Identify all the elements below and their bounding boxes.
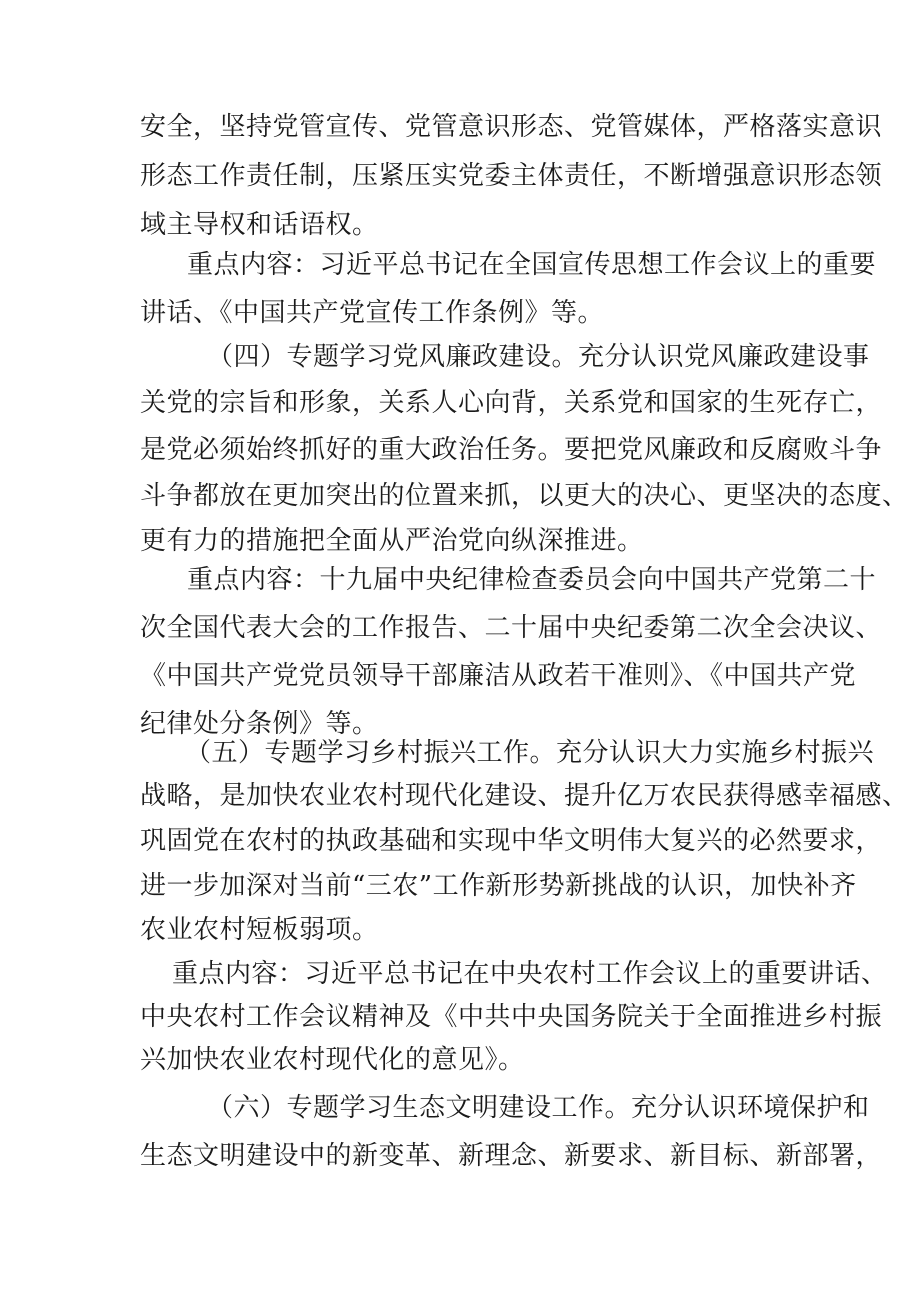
key-content-line: 《中国共产党党员领导干部廉洁从政若干准则》、《中国共产党 xyxy=(140,661,857,691)
key-content-line: 中央农村工作会议精神及《中共中央国务院关于全面推进乡村振 xyxy=(140,1002,883,1032)
paragraph-line: 生态文明建设中的新变革、新理念、新要求、新目标、新部署， xyxy=(140,1141,883,1171)
paragraph-line: 进一步加深对当前“三农”工作新形势新挑战的认识，加快补齐 xyxy=(140,871,857,901)
paragraph-line: 更有力的措施把全面从严治党向纵深推进。 xyxy=(140,526,644,556)
paragraph-line: 农业农村短板弱项。 xyxy=(140,915,379,945)
key-content-line: 讲话、《中国共产党宣传工作条例》等。 xyxy=(140,298,605,328)
key-content-line: 兴加快农业农村现代化的意见》。 xyxy=(140,1045,525,1075)
section-heading-4: （四）专题学习党风廉政建设。充分认识党风廉政建设事 xyxy=(207,342,870,372)
paragraph-line: 安全，坚持党管宣传、党管意识形态、党管媒体，严格落实意识 xyxy=(140,112,883,142)
section-heading-6: （六）专题学习生态文明建设工作。充分认识环境保护和 xyxy=(207,1093,870,1123)
key-content-line: 重点内容：习近平总书记在中央农村工作会议上的重要讲话、 xyxy=(172,959,888,989)
paragraph-line: 战略，是加快农业农村现代化建设、提升亿万农民获得感幸福感、 xyxy=(140,781,909,811)
paragraph-line: 域主导权和话语权。 xyxy=(140,210,379,240)
paragraph-line: 是党必须始终抓好的重大政治任务。要把党风廉政和反腐败斗争 xyxy=(140,435,883,465)
paragraph-line: 形态工作责任制，压紧压实党委主体责任，不断增强意识形态领 xyxy=(140,161,883,191)
paragraph-line: 关党的宗旨和形象，关系人心向背，关系党和国家的生死存亡， xyxy=(140,388,883,418)
key-content-line: 纪律处分条例》等。 xyxy=(140,709,379,739)
key-content-line: 重点内容：习近平总书记在全国宣传思想工作会议上的重要 xyxy=(187,250,877,280)
section-heading-5: （五）专题学习乡村振兴工作。充分认识大力实施乡村振兴 xyxy=(185,738,875,768)
key-content-line: 重点内容：十九届中央纪律检查委员会向中国共产党第二十 xyxy=(187,565,877,595)
paragraph-line: 斗争都放在更加突出的位置来抓，以更大的决心、更坚决的态度、 xyxy=(140,481,909,511)
key-content-line: 次全国代表大会的工作报告、二十届中央纪委第二次全会决议、 xyxy=(140,613,883,643)
paragraph-line: 巩固党在农村的执政基础和实现中华文明伟大复兴的必然要求， xyxy=(140,826,883,856)
